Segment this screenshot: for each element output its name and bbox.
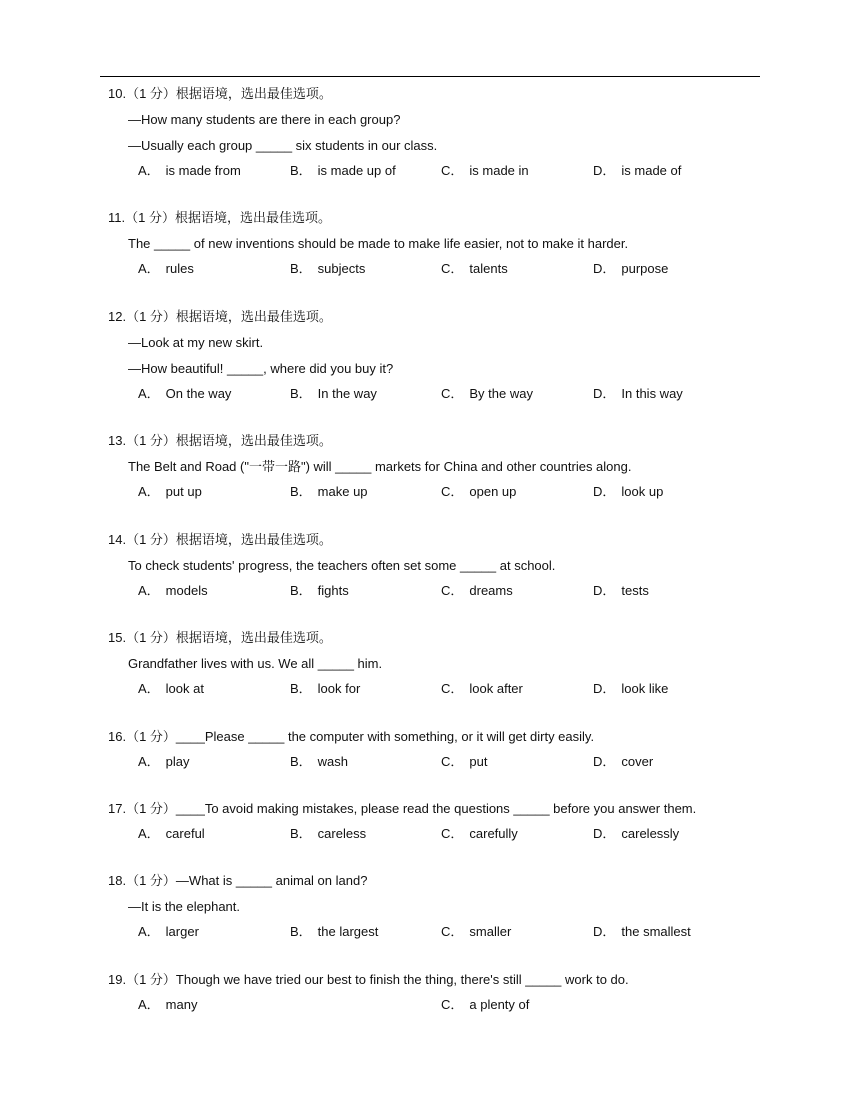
question-text: Grandfather lives with us. We all _____ him.: [128, 656, 383, 671]
question-number: 14.: [108, 532, 127, 547]
question-score: （1 分）: [125, 210, 175, 225]
question-instruction: 根据语境，选出最佳选项。: [174, 210, 331, 225]
question-score: （1 分）: [126, 729, 176, 744]
question-15: [108, 625, 768, 701]
option-letter: A．: [138, 997, 160, 1012]
question-header: [108, 724, 768, 750]
question-text: —It is the elephant.: [128, 899, 241, 914]
question-header: [108, 428, 768, 454]
question-text: —What is _____ animal on land?: [175, 873, 368, 888]
option-a[interactable]: [138, 993, 197, 1017]
option-text: models: [165, 583, 208, 598]
option-a[interactable]: [138, 579, 208, 603]
option-b[interactable]: [290, 677, 360, 701]
option-text: is made from: [165, 163, 241, 178]
option-text: smaller: [469, 924, 512, 939]
option-text: look after: [469, 681, 523, 696]
option-text: carefully: [469, 826, 518, 841]
question-number: 10.: [108, 86, 127, 101]
options-row: [108, 382, 768, 406]
option-letter: A．: [138, 681, 160, 696]
option-letter: A．: [138, 386, 160, 401]
option-text: the smallest: [621, 924, 691, 939]
option-a[interactable]: [138, 677, 204, 701]
options-row: [108, 257, 768, 281]
option-d[interactable]: [593, 579, 649, 603]
option-letter: B．: [290, 826, 312, 841]
option-a[interactable]: [138, 257, 194, 281]
option-text: In this way: [621, 386, 683, 401]
question-14: [108, 527, 768, 603]
option-letter: A．: [138, 924, 160, 939]
option-text: In the way: [317, 386, 377, 401]
option-letter: C．: [441, 826, 464, 841]
question-score: （1 分）: [126, 630, 176, 645]
question-18: [108, 868, 768, 944]
option-c[interactable]: [441, 579, 513, 603]
option-c[interactable]: [441, 480, 516, 504]
option-text: put: [469, 754, 488, 769]
question-number: 15.: [108, 630, 127, 645]
option-b[interactable]: [290, 750, 348, 774]
question-header: [108, 527, 768, 553]
option-text: a plenty of: [469, 997, 530, 1012]
option-letter: C．: [441, 754, 464, 769]
question-text: The _____ of new inventions should be made to make life easier, not to make it harder.: [128, 236, 629, 251]
option-c[interactable]: [441, 993, 529, 1017]
question-score: （1 分）: [126, 309, 176, 324]
question-text: ____Please _____ the computer with something, or it will get dirty easily.: [175, 729, 595, 744]
question-score: （1 分）: [126, 873, 176, 888]
option-text: is made up of: [317, 163, 396, 178]
option-b[interactable]: [290, 822, 366, 846]
option-text: look like: [621, 681, 669, 696]
option-text: purpose: [621, 261, 669, 276]
option-letter: C．: [441, 997, 464, 1012]
question-score: （1 分）: [126, 86, 176, 101]
option-text: carelessly: [621, 826, 680, 841]
question-score: （1 分）: [126, 972, 176, 987]
options-row: [108, 920, 768, 944]
options-row: [108, 750, 768, 774]
option-text: many: [165, 997, 198, 1012]
question-text: ____To avoid making mistakes, please read the questions _____ before you answer them.: [175, 801, 697, 816]
option-letter: B．: [290, 754, 312, 769]
option-d[interactable]: [593, 257, 668, 281]
question-text: Though we have tried our best to finish the thing, there's still _____ work to do.: [175, 972, 629, 987]
question-score: （1 分）: [126, 433, 176, 448]
option-d[interactable]: [593, 480, 663, 504]
option-letter: D．: [593, 826, 616, 841]
option-text: tests: [621, 583, 649, 598]
option-d[interactable]: [593, 677, 668, 701]
option-text: look for: [317, 681, 361, 696]
question-instruction: 根据语境，选出最佳选项。: [175, 309, 332, 324]
question-10: [108, 81, 768, 183]
options-row: [108, 993, 768, 1017]
option-text: is made in: [469, 163, 529, 178]
option-b[interactable]: [290, 382, 377, 406]
question-header: [108, 967, 768, 993]
option-text: is made of: [621, 163, 682, 178]
question-instruction: 根据语境，选出最佳选项。: [175, 630, 332, 645]
option-letter: A．: [138, 484, 160, 499]
option-b[interactable]: [290, 257, 365, 281]
option-c[interactable]: [441, 822, 518, 846]
option-text: the largest: [317, 924, 379, 939]
question-instruction: 根据语境，选出最佳选项。: [175, 86, 332, 101]
option-letter: B．: [290, 583, 312, 598]
option-text: talents: [469, 261, 508, 276]
question-text: The Belt and Road ("一带一路") will _____ markets for China and other countries along.: [128, 459, 632, 474]
option-letter: A．: [138, 261, 160, 276]
option-d[interactable]: [593, 822, 679, 846]
option-text: play: [165, 754, 190, 769]
question-score: （1 分）: [126, 532, 176, 547]
option-b[interactable]: [290, 579, 349, 603]
option-a[interactable]: [138, 480, 202, 504]
question-header: [108, 304, 768, 330]
option-letter: A．: [138, 826, 160, 841]
option-text: subjects: [317, 261, 366, 276]
question-text: —How many students are there in each group?: [128, 112, 401, 127]
option-text: look at: [165, 681, 204, 696]
option-letter: D．: [593, 484, 616, 499]
option-text: put up: [165, 484, 202, 499]
option-d[interactable]: [593, 382, 683, 406]
question-12: [108, 304, 768, 406]
option-b[interactable]: [290, 920, 378, 944]
question-instruction: 根据语境，选出最佳选项。: [175, 532, 332, 547]
option-letter: A．: [138, 583, 160, 598]
options-row: [108, 159, 768, 183]
question-text: —How beautiful! _____, where did you buy it?: [128, 361, 394, 376]
header-rule: [100, 76, 760, 77]
option-d[interactable]: [593, 920, 691, 944]
question-header: [108, 796, 768, 822]
question-text: To check students' progress, the teachers often set some _____ at school.: [128, 558, 556, 573]
question-number: 13.: [108, 433, 127, 448]
option-text: look up: [621, 484, 664, 499]
option-letter: C．: [441, 583, 464, 598]
option-d[interactable]: [593, 159, 681, 183]
option-a[interactable]: [138, 159, 241, 183]
option-letter: C．: [441, 386, 464, 401]
question-17: [108, 796, 768, 846]
option-letter: C．: [441, 484, 464, 499]
option-letter: B．: [290, 681, 312, 696]
option-c[interactable]: [441, 382, 533, 406]
option-letter: B．: [290, 924, 312, 939]
question-text: —Usually each group _____ six students in our class.: [128, 138, 438, 153]
option-text: By the way: [469, 386, 533, 401]
question-number: 11.: [108, 210, 126, 225]
option-letter: B．: [290, 261, 312, 276]
option-letter: A．: [138, 163, 160, 178]
question-header: [108, 625, 768, 651]
option-text: wash: [317, 754, 349, 769]
option-text: dreams: [469, 583, 513, 598]
option-c[interactable]: [441, 159, 529, 183]
question-19: [108, 967, 768, 1017]
options-row: [108, 677, 768, 701]
option-c[interactable]: [441, 677, 523, 701]
option-letter: D．: [593, 924, 616, 939]
question-header: [108, 868, 768, 894]
option-text: careful: [165, 826, 205, 841]
question-text: —Look at my new skirt.: [128, 335, 264, 350]
option-letter: C．: [441, 261, 464, 276]
option-text: cover: [621, 754, 654, 769]
option-text: make up: [317, 484, 368, 499]
question-number: 12.: [108, 309, 127, 324]
options-row: [108, 822, 768, 846]
option-letter: C．: [441, 681, 464, 696]
question-number: 19.: [108, 972, 127, 987]
option-text: On the way: [165, 386, 232, 401]
option-a[interactable]: [138, 382, 231, 406]
option-letter: D．: [593, 261, 616, 276]
option-letter: D．: [593, 754, 616, 769]
question-number: 17.: [108, 801, 127, 816]
option-a[interactable]: [138, 822, 205, 846]
option-letter: D．: [593, 386, 616, 401]
option-c[interactable]: [441, 257, 508, 281]
option-a[interactable]: [138, 920, 199, 944]
option-letter: D．: [593, 163, 616, 178]
option-letter: B．: [290, 386, 312, 401]
question-number: 18.: [108, 873, 127, 888]
option-text: larger: [165, 924, 199, 939]
options-row: [108, 579, 768, 603]
option-letter: B．: [290, 484, 312, 499]
option-text: careless: [317, 826, 367, 841]
option-b[interactable]: [290, 480, 368, 504]
option-letter: C．: [441, 163, 464, 178]
option-letter: A．: [138, 754, 160, 769]
question-11: [108, 205, 768, 281]
option-letter: C．: [441, 924, 464, 939]
question-number: 16.: [108, 729, 127, 744]
option-a[interactable]: [138, 750, 190, 774]
option-text: rules: [165, 261, 194, 276]
option-letter: D．: [593, 681, 616, 696]
question-13: [108, 428, 768, 504]
option-text: fights: [317, 583, 349, 598]
question-header: [108, 205, 768, 231]
option-letter: B．: [290, 163, 312, 178]
option-d[interactable]: [593, 750, 653, 774]
option-c[interactable]: [441, 750, 487, 774]
options-row: [108, 480, 768, 504]
question-instruction: 根据语境，选出最佳选项。: [175, 433, 332, 448]
question-score: （1 分）: [126, 801, 176, 816]
option-b[interactable]: [290, 159, 396, 183]
question-header: [108, 81, 768, 107]
option-text: open up: [469, 484, 517, 499]
option-c[interactable]: [441, 920, 511, 944]
option-letter: D．: [593, 583, 616, 598]
question-16: [108, 724, 768, 774]
